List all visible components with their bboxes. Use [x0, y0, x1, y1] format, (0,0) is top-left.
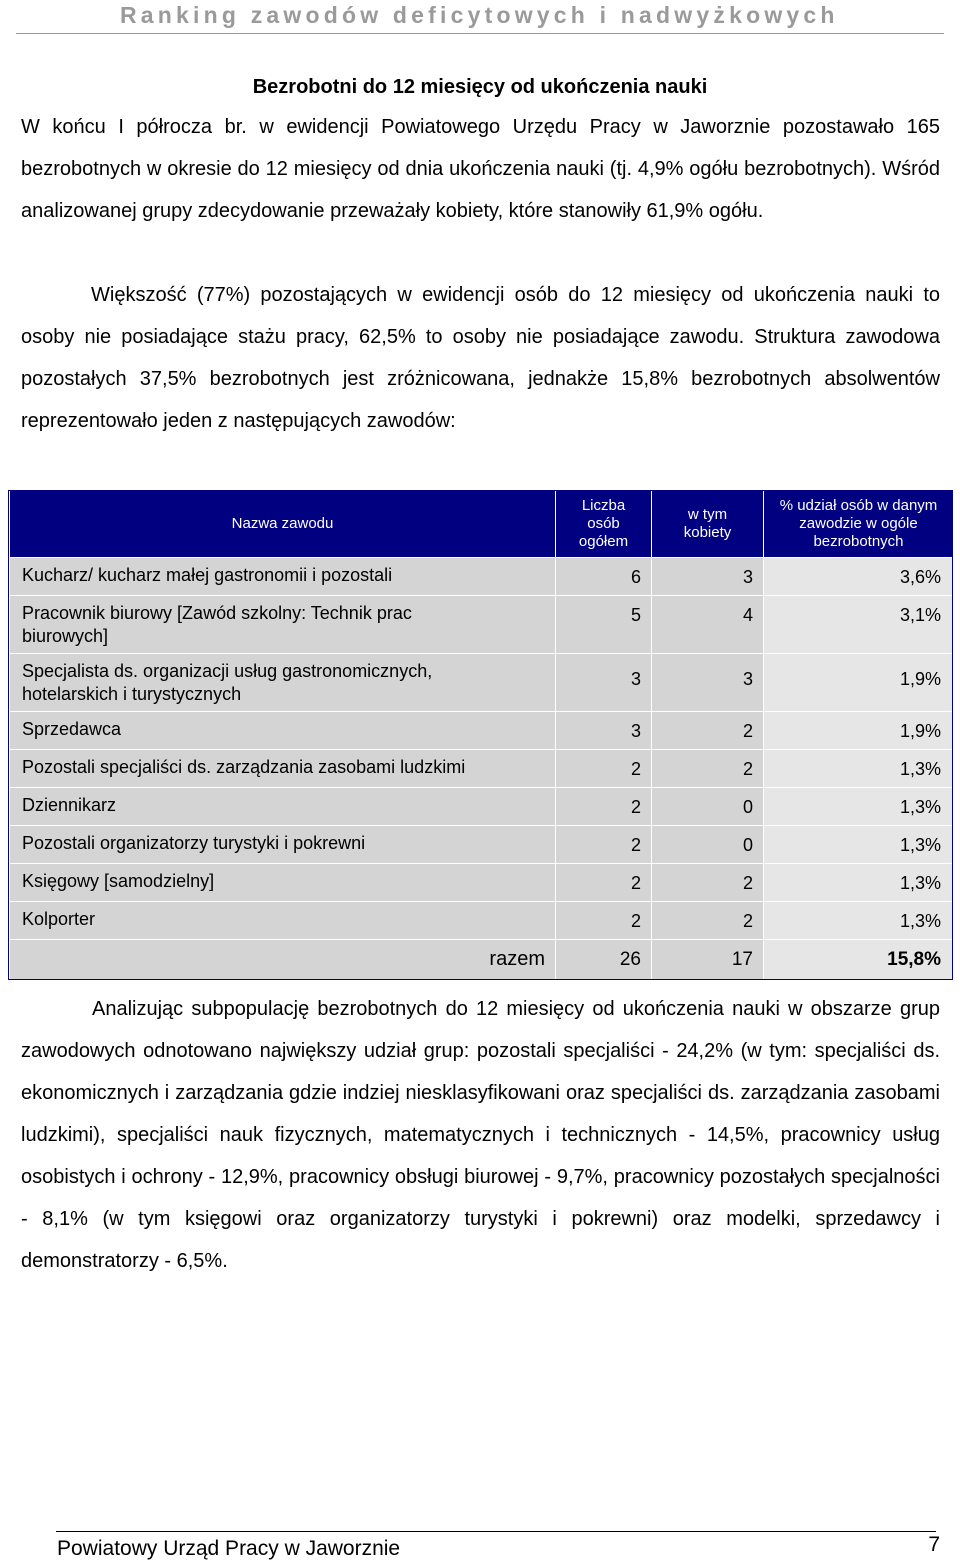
table-row	[10, 902, 954, 940]
total-share-percent: 15,8%	[764, 940, 954, 980]
header-occupation-name: Nazwa zawodu	[10, 491, 556, 558]
table-row	[10, 788, 954, 826]
table-row	[10, 558, 954, 596]
total-women-count: 17	[652, 940, 764, 980]
women-count: 0	[652, 826, 764, 864]
occupation-name: Kolporter	[10, 902, 556, 940]
share-percent: 1,3%	[764, 750, 954, 788]
footer-divider	[56, 1531, 936, 1532]
occupation-name: Specjalista ds. organizacji usług gastronomicznych, hotelarskich i turystycznych	[10, 654, 556, 712]
total-count: 26	[556, 940, 652, 980]
occupation-name: Kucharz/ kucharz małej gastronomii i pozostali	[10, 558, 556, 596]
footer-organization: Powiatowy Urząd Pracy w Jaworznie	[57, 1537, 401, 1560]
intro-paragraph: W końcu I półrocza br. w ewidencji Powiatowego Urzędu Pracy w Jaworznie pozostawało 165 bezrobotnych w okresie do 12 miesięcy od dnia ukończenia nauki (tj. 4,9% ogółu bezrobotnych). Wśród analizowanej grupy zdecydowanie przeważały kobiety, które stanowiły 61,9% ogółu.	[21, 116, 940, 222]
occupation-name: Sprzedawca	[10, 712, 556, 750]
occupation-name: Księgowy [samodzielny]	[10, 864, 556, 902]
table-header-row	[10, 491, 954, 558]
running-header: Ranking zawodów deficytowych i nadwyżkowych	[120, 2, 839, 28]
total-count: 2	[556, 826, 652, 864]
share-percent: 1,9%	[764, 712, 954, 750]
occupation-name: Dziennikarz	[10, 788, 556, 826]
analysis-paragraph: Analizując subpopulację bezrobotnych do 12 miesięcy od ukończenia nauki w obszarze grup zawodowych odnotowano największy udział grup: pozostali specjaliści - 24,2% (w tym: specjaliści ds. ekonomicznych i zarządzania gdzie indziej niesklasyfikowani oraz specjaliści ds. zarządzania zasobami ludzkimi), specjaliści nauk fizycznych, matematycznych i technicznych - 14,5%, pracownicy usług osobistych i ochrony - 12,9%, pracownicy obsługi biurowej - 9,7%, pracownicy pozostałych specjalności - 8,1% (w tym księgowi oraz organizatorzy turystyki i pokrewni) oraz modelki, sprzedawcy i demonstratorzy - 6,5%.	[21, 998, 940, 1272]
women-count: 2	[652, 750, 764, 788]
total-count: 2	[556, 788, 652, 826]
women-count: 3	[652, 558, 764, 596]
table-row	[10, 750, 954, 788]
structure-paragraph: Większość (77%) pozostających w ewidencji osób do 12 miesięcy od ukończenia nauki to osoby nie posiadające stażu pracy, 62,5% to osoby nie posiadające zawodu. Struktura zawodowa pozostałych 37,5% bezrobotnych jest zróżnicowana, jednakże 15,8% bezrobotnych absolwentów reprezentowało jeden z następujących zawodów:	[21, 284, 940, 432]
share-percent: 1,3%	[764, 788, 954, 826]
share-percent: 1,9%	[764, 654, 954, 712]
total-count: 2	[556, 902, 652, 940]
header-total-count: Liczba osób ogółem	[556, 491, 652, 558]
table-row	[10, 864, 954, 902]
total-count: 5	[556, 596, 652, 654]
share-percent: 1,3%	[764, 902, 954, 940]
table-total-row	[10, 940, 954, 980]
header-divider	[16, 33, 944, 34]
table-row	[10, 654, 954, 712]
table-row	[10, 712, 954, 750]
women-count: 0	[652, 788, 764, 826]
share-percent: 3,6%	[764, 558, 954, 596]
table-row	[10, 596, 954, 654]
total-count: 3	[556, 654, 652, 712]
occupation-name: Pozostali specjaliści ds. zarządzania zasobami ludzkimi	[10, 750, 556, 788]
table-row	[10, 826, 954, 864]
share-percent: 3,1%	[764, 596, 954, 654]
women-count: 2	[652, 864, 764, 902]
page-number: 7	[928, 1533, 940, 1556]
women-count: 3	[652, 654, 764, 712]
women-count: 2	[652, 712, 764, 750]
occupations-table	[9, 490, 954, 980]
header-share-percent: % udział osób w danym zawodzie w ogóle bezrobotnych	[764, 491, 954, 558]
section-title: Bezrobotni do 12 miesięcy od ukończenia nauki	[252, 76, 708, 98]
total-count: 6	[556, 558, 652, 596]
women-count: 2	[652, 902, 764, 940]
women-count: 4	[652, 596, 764, 654]
share-percent: 1,3%	[764, 826, 954, 864]
header-women-count: w tym kobiety	[652, 491, 764, 558]
share-percent: 1,3%	[764, 864, 954, 902]
total-label: razem	[10, 940, 556, 980]
total-count: 2	[556, 864, 652, 902]
occupation-name: Pozostali organizatorzy turystyki i pokrewni	[10, 826, 556, 864]
total-count: 2	[556, 750, 652, 788]
total-count: 3	[556, 712, 652, 750]
occupation-name: Pracownik biurowy [Zawód szkolny: Technik prac biurowych]	[10, 596, 556, 654]
